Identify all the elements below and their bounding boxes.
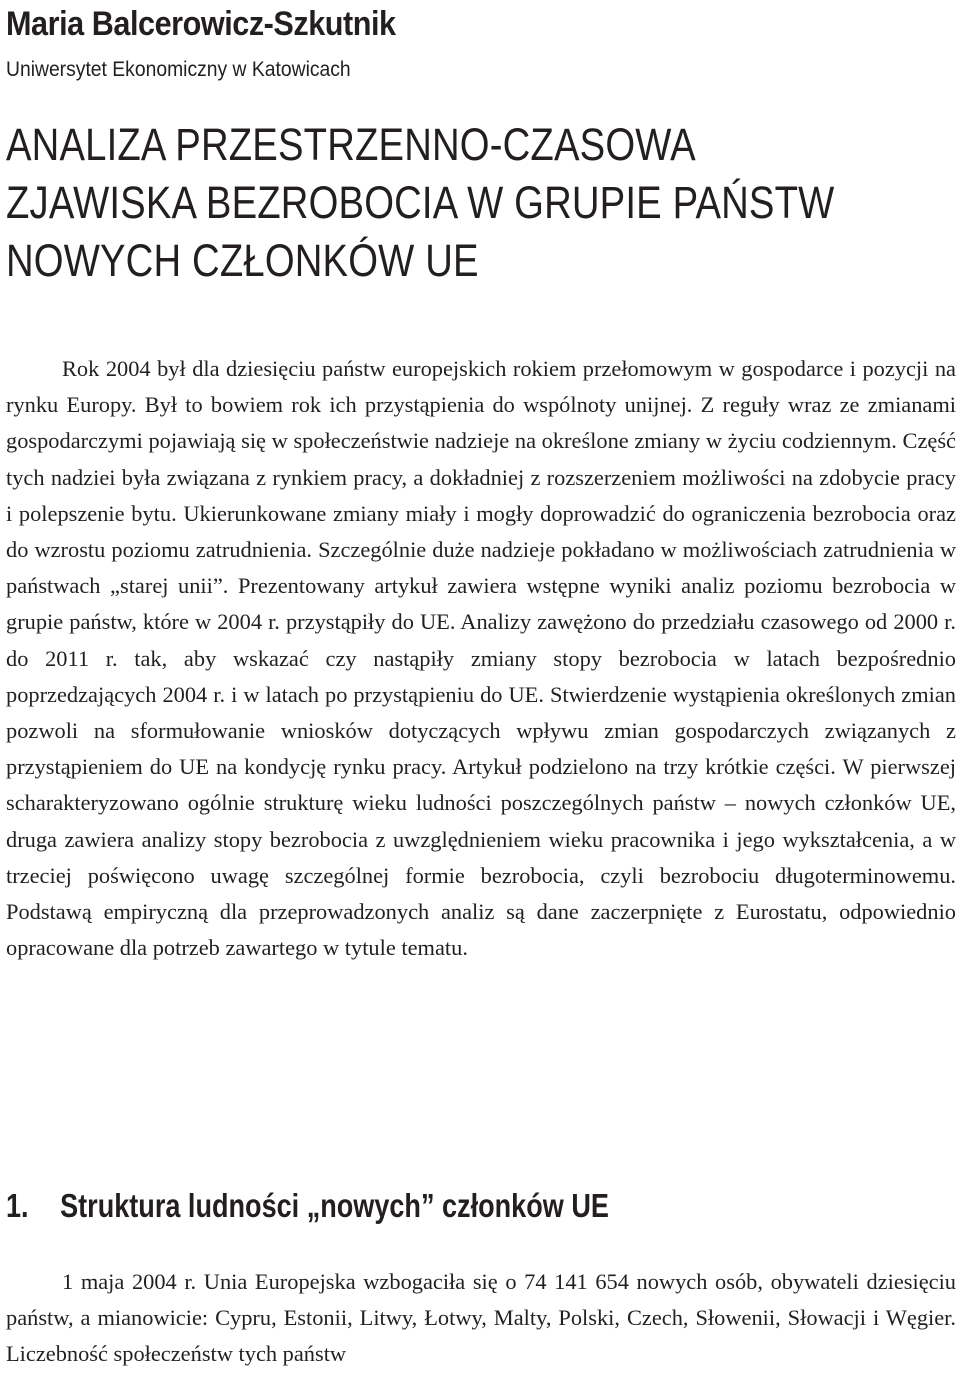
author-name: Maria Balcerowicz-Szkutnik — [6, 5, 396, 43]
author-affiliation: Uniwersytet Ekonomiczny w Katowicach — [6, 58, 351, 81]
section-title: Struktura ludności „nowych” członków UE — [60, 1187, 609, 1224]
paper-title — [6, 116, 834, 290]
title-line: ZJAWISKA BEZROBOCIA W GRUPIE PAŃSTW — [6, 177, 835, 228]
section-number: 1. — [6, 1187, 29, 1224]
title-line: ANALIZA PRZESTRZENNO-CZASOWA — [6, 119, 696, 170]
section-heading — [6, 1186, 609, 1226]
title-line: NOWYCH CZŁONKÓW UE — [6, 235, 479, 286]
section-paragraph: 1 maja 2004 r. Unia Europejska wzbogaciła się o 74 141 654 nowych osób, obywateli dziesięciu państw, a mianowicie: Cypru, Estonii, Litwy, Łotwy, Malty, Polski, Czech, Słowenii, Słowacji i Węgier. Liczebność społeczeństw tych państw — [6, 1269, 956, 1367]
intro-paragraph: Rok 2004 był dla dziesięciu państw europejskich rokiem przełomowym w gospodarce i pozycji na rynku Europy. Był to bowiem rok ich przystąpienia do wspólnoty unijnej. Z reguły wraz ze zmianami gospodarczymi pojawiają się w społeczeństwie nadzieje na określone zmiany w życiu codziennym. Część tych nadziei była związana z rynkiem pracy, a dokładniej z rozszerzeniem możliwości na zdobycie pracy i polepszenie bytu. Ukierunkowane zmiany miały i mogły doprowadzić do ograniczenia bezrobocia oraz do wzrostu poziomu zatrudnienia. Szczególnie duże nadzieje pokładano w możliwościach zatrudnienia w państwach „starej unii”. Prezentowany artykuł zawiera wstępne wyniki analiz poziomu bezrobocia w grupie państw, które w 2004 r. przystąpiły do UE. Analizy zawężono do przedziału czasowego od 2000 r. do 2011 r. tak, aby wskazać czy nastąpiły zmiany stopy bezrobocia w latach bezpośrednio poprzedzających 2004 r. i w latach po przystąpieniu do UE. Stwierdzenie wystąpienia określonych zmian pozwoli na sformułowanie wniosków dotyczących wpływu zmian gospodarczych związanych z przystąpieniem do UE na kondycję rynku pracy. Artykuł podzielono na trzy krótkie części. W pierwszej scharakteryzowano ogólnie strukturę wieku ludności poszczególnych państw – nowych członków UE, druga zawiera analizy stopy bezrobocia z uwzględnieniem wieku pracownika i jego wykształcenia, a w trzeciej poświęcono uwagę szczególnej formie bezrobocia, czyli bezrobociu długoterminowemu. Podstawą empiryczną dla przeprowadzonych analiz są dane zaczerpnięte z Eurostatu, odpowiednio opracowane dla potrzeb zawartego w tytule tematu. — [6, 356, 956, 961]
